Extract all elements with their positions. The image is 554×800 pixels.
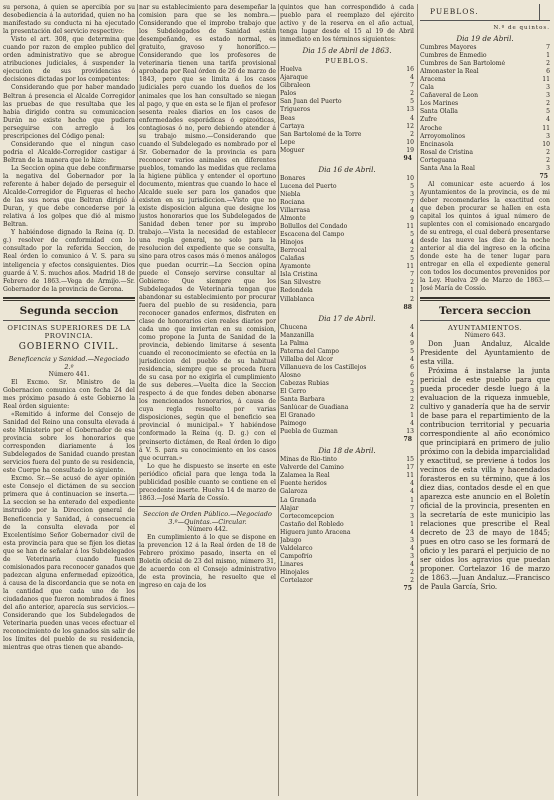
town-name: Isla Cristina xyxy=(280,271,318,279)
day-total: 88 xyxy=(403,303,412,311)
table-row xyxy=(280,287,414,295)
town-name: Arroyomolinos xyxy=(420,132,466,140)
conscript-count: 15 xyxy=(406,456,414,464)
town-name: Redondela xyxy=(280,287,313,295)
item-number: Número 442. xyxy=(187,525,228,533)
town-name: Rosal de Cristina xyxy=(420,148,473,156)
paragraph: En cumplimiento á lo que se dispone en la prevencion 12 á la Real órden de 18 de Febrero próximo pasado, inserta en el Boletín oficial de 23 del mismo, número 31, de acuerdo con el Consejo administrativo de esta provincia, he resuelto que el ingreso en caja de los xyxy=(139,533,276,590)
town-name: Almonaster la Real xyxy=(420,68,479,76)
day-heading: Dia 19 de Abril. xyxy=(456,34,514,44)
paragraph: Lo que he dispuesto se inserte en este periódico oficial para que lenga toda la publicidad posible cuanto se contiene en el precedente inserte. Huelva 14 de marzo de 1863.—José María de Cossío. xyxy=(139,462,276,502)
conscript-count: 10 xyxy=(406,138,414,146)
conscript-count: 2 xyxy=(546,100,550,108)
town-name: Ayamonte xyxy=(280,263,311,271)
conscript-count: 11 xyxy=(406,263,414,271)
table-row xyxy=(280,340,414,348)
conscript-count: 4 xyxy=(410,480,414,488)
table-row xyxy=(280,569,414,577)
paragraph: Considerando que por haber mandado Beltran á presencia el Alcalde Corregidor las pruebas de que resultaba que les habia dirigido contra su comunicacion Durán no existe hecho que pudiera perseguirse con arreglo á los prescripciones del Código penal: xyxy=(3,84,135,140)
conscript-count: 5 xyxy=(410,255,414,263)
town-name: Santa Olalla xyxy=(420,108,458,116)
conscript-count: 1 xyxy=(410,287,414,295)
column-2 xyxy=(139,4,276,798)
day-heading: Dia 16 de Abril. xyxy=(318,164,376,174)
table-row xyxy=(420,44,550,52)
table-row xyxy=(420,60,550,68)
town-name: Higuera junto Aracena xyxy=(280,528,351,536)
table-row xyxy=(280,404,414,412)
day-total: 94 xyxy=(403,154,412,162)
table-row xyxy=(280,420,414,428)
table-row xyxy=(420,165,550,173)
column-1 xyxy=(3,4,135,798)
table-row xyxy=(420,84,550,92)
town-name: Zalamea la Real xyxy=(280,472,330,480)
conscript-count: 3 xyxy=(410,387,414,395)
table-row xyxy=(280,553,414,561)
table-row xyxy=(280,90,414,98)
town-name: Cabezas Rubias xyxy=(280,379,329,387)
table-header-towns: PUEBLOS. xyxy=(430,7,479,16)
town-name: Cumbres Mayores xyxy=(420,44,477,52)
conscript-count: 17 xyxy=(406,464,414,472)
conscript-count: 4 xyxy=(410,488,414,496)
conscript-count: 2 xyxy=(410,295,414,303)
paragraph: Don Juan Andaluz, Alcalde Presidente del Ayuntamiento de esta villa. xyxy=(420,339,550,366)
conscript-count: 2 xyxy=(410,130,414,138)
town-name: Chucena xyxy=(280,323,308,331)
conscript-count: 2 xyxy=(546,156,550,164)
table-row xyxy=(420,141,550,149)
table-row xyxy=(280,215,414,223)
town-name: Valdelarco xyxy=(280,544,313,552)
table-row xyxy=(280,577,414,585)
conscript-count: 9 xyxy=(410,215,414,223)
town-name: San Juan del Puerto xyxy=(280,98,342,106)
town-name: Corteguana xyxy=(420,156,457,164)
conscript-count: 2 xyxy=(410,404,414,412)
table-row xyxy=(280,139,414,147)
paragraph: Considerando que el ningun caso podria el Alcalde-Corregidor castigar á Beltran de la manera que lo hizo: xyxy=(3,140,135,164)
table-row xyxy=(280,74,414,82)
day-heading: Dia 15 de Abril de 1863. xyxy=(302,46,392,56)
conscript-count: 5 xyxy=(410,182,414,190)
table-row xyxy=(280,263,414,271)
town-name: Bonares xyxy=(280,174,306,182)
paragraph: La Seccion opina que debe confirmarse la negativa del Gobernador por la referente á haber dejado de perseguir el Alcalde-Corregidor de Figueras el hecho de las sus noras que Beltran dirigió á Duran, y que debe concederse por la relativa á los golpes que dió al mismo Beltran. xyxy=(3,164,135,229)
table-row xyxy=(280,332,414,340)
town-name: Paimogo xyxy=(280,420,307,428)
table-row xyxy=(280,545,414,553)
paragraph: Al comunicar este acuerdo á los Ayuntamientos de la provincia, es de mi deber recomendarles la exactitud con que deben procurar se hallen en esta capital los quintos á igual número de suplentes con el comisionado encargado de su entrega, el cual deberá presentarse desde las nueve las diez de la noche anterior al dia del ingreso en la oficina donde este ha de tener lugar para entregar en ella el expediente general con todos los documentos prevenidos por la Ley. Huelva 29 de Marzo de 1863.—José María de Cossío. xyxy=(420,180,550,293)
conscript-count: 2 xyxy=(410,396,414,404)
town-name: Jabugo xyxy=(280,536,302,544)
town-name: Rociana xyxy=(280,198,305,206)
conscript-count: 4 xyxy=(410,544,414,552)
table-row xyxy=(280,396,414,404)
day-heading: Dia 17 de Abril. xyxy=(318,313,376,323)
town-name: La Palma xyxy=(280,339,309,347)
table-row xyxy=(280,537,414,545)
conscript-count: 5 xyxy=(410,347,414,355)
column-4 xyxy=(420,4,550,798)
town-name: San Silvestre xyxy=(280,279,321,287)
town-name: Santa Ana la Real xyxy=(420,164,475,172)
town-name: Aroche xyxy=(420,124,442,132)
paragraph: su persona, á quien se apercibía por su desobediencia á la autoridad, quien no ha manifestado su conducta ni ha ejecutado la presentación del servicio respectivo: xyxy=(3,4,135,36)
town-name: Hinojales xyxy=(280,568,310,576)
town-name: Cartaya xyxy=(280,122,305,130)
conscript-count: 4 xyxy=(410,114,414,122)
table-row xyxy=(280,123,414,131)
town-name: Cumbres de Enmedio xyxy=(420,52,487,60)
divider xyxy=(420,297,550,301)
town-name: Manzanilla xyxy=(280,331,315,339)
town-name: Cortelazor xyxy=(280,577,313,584)
table-row xyxy=(280,271,414,279)
town-name: Beas xyxy=(280,114,295,122)
conscript-count: 7 xyxy=(410,82,414,90)
paragraph: «Remitido á informe del Consejo de Sanidad del Reino una consulta elevada á este Ministerio por el Gobernador de esa provincia sobre los honorarios que corresponden diariamente á los Subdelegados de Sanidad cuando prestan servicios fuera del punto de su residencia, este Cuerpo ha consultado lo siguiente. xyxy=(3,410,135,475)
town-name: Sanlúcar de Guadiana xyxy=(280,404,349,412)
conscript-count: 7 xyxy=(546,44,550,52)
table-row xyxy=(280,231,414,239)
town-name: Cala xyxy=(420,84,434,92)
conscript-count: 5 xyxy=(546,108,550,116)
town-name: Escacena del Campo xyxy=(280,231,345,239)
conscript-count: 3 xyxy=(410,552,414,560)
section-heading: Segunda seccion xyxy=(19,304,119,317)
table-row xyxy=(280,472,414,480)
table-row xyxy=(420,133,550,141)
table-row xyxy=(280,464,414,472)
conscript-count: 4 xyxy=(410,206,414,214)
day-total: 78 xyxy=(403,436,412,444)
paragraph: Próxima á instalarse la junta pericial de este pueblo para que pueda proceder desde luego á la evaluacion de la riqueza inmueble, cultivo y ganadería que ha de servir de base para el repartimiento de la contribucion territorial y pecuaria correspondiente al año económico que principiará en primero de julio próximo con la debida imparcialidad y exactitud, se previene á todos los vecinos de esta villa y hacendados forasteros en su término, que á los diez dias, contados desde el en que aparezca este anuncio en el Boletín oficial de la provincia, presenten en la secretaría de este municipio las relaciones que prescribe el Real decreto de 23 de mayo de 1845; pues en otro caso se les formará de oficio y les parará el perjuicio de no ser oidos los agravios que puedan proponer. Cortelazor 16 de marzo de 1863.—Juan Andaluz.—Francisco de Paula García, Srio. xyxy=(420,366,550,591)
table-row xyxy=(420,68,550,76)
conscript-count: 4 xyxy=(410,74,414,82)
town-name: Huelva xyxy=(280,66,302,74)
table-row xyxy=(280,324,414,332)
town-name: Paterna del Campo xyxy=(280,347,339,355)
conscript-count: 13 xyxy=(406,428,414,436)
day-heading: Dia 18 de Abril. xyxy=(318,446,376,456)
conscript-count: 4 xyxy=(546,116,550,124)
table-row xyxy=(420,116,550,124)
conscript-count: 11 xyxy=(406,223,414,231)
town-name: Lucena del Puerto xyxy=(280,182,337,190)
table-row xyxy=(280,147,414,155)
conscript-schedule xyxy=(420,34,550,181)
town-name: San Bartolomé de la Torre xyxy=(280,130,362,138)
conscript-count: 16 xyxy=(406,66,414,74)
conscript-count: 13 xyxy=(406,106,414,114)
town-name: Gibraleon xyxy=(280,82,311,90)
table-row xyxy=(420,157,550,165)
town-name: Trigueros xyxy=(280,106,311,114)
table-row xyxy=(280,115,414,123)
column-rule xyxy=(137,4,138,796)
table-row xyxy=(280,207,414,215)
table-row xyxy=(280,183,414,191)
town-name: Aracena xyxy=(420,76,446,84)
paragraph: quintos que han correspondido á cada pueblo para el reemplazo del ejército activo y de la reserva en el año actual, tenga lugar desde el 15 al 19 de Abril inmediato en los términos siguientes: xyxy=(280,4,414,44)
day-total: 75 xyxy=(539,172,548,180)
table-row xyxy=(280,255,414,263)
conscript-count: 2 xyxy=(410,577,414,584)
table-row xyxy=(420,92,550,100)
table-row xyxy=(280,428,414,436)
table-row xyxy=(280,380,414,388)
table-row xyxy=(280,388,414,396)
table-row xyxy=(280,529,414,537)
conscript-count: 4 xyxy=(410,239,414,247)
table-row xyxy=(280,279,414,287)
town-name: Almonte xyxy=(280,215,306,223)
table-row xyxy=(280,199,414,207)
town-name: El Cerro xyxy=(280,387,307,395)
conscript-count: 2 xyxy=(410,379,414,387)
paragraph: El Excmo. Sr. Ministro de la Gobernacion comunica con fecha 24 del mes próximo pasado á este Gobierno la Real órden siguiente: xyxy=(3,378,135,410)
town-name: Campofrío xyxy=(280,552,313,560)
conscript-count: 10 xyxy=(542,140,550,148)
table-row xyxy=(280,98,414,106)
office-heading: AYUNTAMIENTOS. xyxy=(447,323,523,332)
department-heading: Beneficencia y Sanidad.—Negociado 2.º xyxy=(8,354,130,371)
item-number: Número 441. xyxy=(48,370,90,378)
conscript-count: 7 xyxy=(410,198,414,206)
conscript-count: 11 xyxy=(406,472,414,480)
conscript-count: 3 xyxy=(546,84,550,92)
day-total: 75 xyxy=(403,585,412,593)
conscript-count: 4 xyxy=(410,323,414,331)
conscript-count: 11 xyxy=(542,124,550,132)
conscript-count: 4 xyxy=(410,331,414,339)
conscript-count: 3 xyxy=(410,512,414,520)
paragraph: Y habiéndose dignado la Reina (q. D. g.) resolver de conformidad con lo consultado por la referida Seccion, de Real órden lo comunico á V. S. para su inteligencia y efectos consiguientes. Dios guarde á V. S. muchos años. Madrid 18 de Febrero de 1863.—Vega de Armijo.—Sr. Gobernador de la provincia de Gerona. xyxy=(3,229,135,293)
conscript-count: 6 xyxy=(410,363,414,371)
conscript-count: 1 xyxy=(410,520,414,528)
town-name: Berrocal xyxy=(280,247,307,255)
conscript-count: 9 xyxy=(410,339,414,347)
conscript-count: 2 xyxy=(410,90,414,98)
column-rule xyxy=(417,4,418,796)
town-name: Santa Barbara xyxy=(280,396,325,404)
conscript-count: 6 xyxy=(546,68,550,76)
conscript-schedule xyxy=(280,46,414,593)
town-name: Fuente heridos xyxy=(280,480,327,488)
town-name: Puebla de Guzman xyxy=(280,428,338,436)
table-row xyxy=(280,191,414,199)
table-header-count: N.º de quintos. xyxy=(493,25,550,31)
conscript-count: 2 xyxy=(410,247,414,255)
town-name: Encinasola xyxy=(420,140,454,148)
paragraph: nar su establecimiento para desempeñar la comision para que se les nombra.—Considerando que el improbo trabajo que los Subdelegados de Sanidad están desempeñando, es estado normal, es gratuito, gravoso y honorífico.—Considerando que los profesores de veterinaria tienen una tarifa provisional aprobada por Real órden de 26 de marzo de 1843, pero que se limita á los casos judiciales pero cuando los dueños de los animales que los han consultado se niegan al pago, y que en esta se le fijan el profesor sesenta reales diarios en los casos de enfermedades esporádicas ó epizoóticas, contagiosas ó no, pero debiendo atender á su trabajo mismo.—Considerando que cuando el Subdelegado es nombrado por el Sr. Gobernador de la provincia es para reconocer varios animales en diferentes pueblos, tomando las medidas que reclama la higiene pública y entender el oportuno documento, mientras que cuando lo hace el Alcalde suele ser para los ganados que existen en su jurisdiccion.—Visto que no existe disposicion alguna que designe los justos honorarios que los Subdelegados de Sanidad deben tener por su improbo trabajo.—Vista la necesidad de establecer una regla general, no solo para la resolucion del expediente que se consulta, sino para otros casos más ó menos análogos que puedan ocurrir.—La Seccion opina puede el Consejo servirse consultar al Gobierno: Que siempre que los Subdelegados de Veterinaria tengan que abandonar su establecimiento por procurar fuera del pueblo de su residencia, para reconocer ganados enfermos, disfruten en clase de honorarios cien reales diarios por cada uno que inviertan en su comision, como propone la Junta de Sanidad de la provincia, debiendo limitarse á sesenta cuando el reconocimiento se efectúa en la jurisdiccion del pueblo de su habitual residencia, siempre que se proceda fuera de su casa por no exigirla el cumplimiento de sus deberes.—Vuelta dice la Seccion respecto á de que fondes deben abonarse los mencionados honorarios, á causa de cuya regla resuelto por varias disposiciones, según que el beneficio sea provincial ó municipal.» Y habiéndose conformado la Reina (q. D. g.) con el preinserto dictámen, de Real órden lo digo á V. S. para su conocimiento en los casos que ocurran.» xyxy=(139,4,276,462)
paragraph: Excmo. Sr.—Se acusó de ayer opinión este Consejo el dictámen de su seccion primera que á continuacion se inserta.—La seccion se ha enterado del expediente instruido por la Direccion general de Beneficencia y Sanidad, á consecuencia de la consulta elevada por el Excelentísimo Señor Gobernador civil de esta provincia para que se fijen los dietas que se han de señalar á los Subdelegados de Veterinaria cuando fuesen comisionados para reconocer ganados que padezcan alguna enfermedad epizoótica, á causa de la discordancia que se nota en la cantidad que cada uno de los ciudadanos que fueron nombrados á fines del año anterior, aparecía sus servicios.—Considerando que los Subdelegados de Veterinaria pueden unas veces efectuar el reconocimiento de los ganados sin salir de los límites del pueblo de su residencia, mientras que otras tienen que abando- xyxy=(3,475,135,652)
table-row xyxy=(280,505,414,513)
column-3 xyxy=(280,4,414,798)
conscript-count: 2 xyxy=(410,568,414,576)
table-row xyxy=(280,296,414,304)
table-row xyxy=(280,131,414,139)
table-row xyxy=(280,412,414,420)
column-rule xyxy=(278,4,279,796)
table-row xyxy=(280,364,414,372)
item-number: Número 643. xyxy=(464,331,506,339)
table-row xyxy=(280,356,414,364)
town-name: Villarrasa xyxy=(280,206,310,214)
conscript-count: 4 xyxy=(410,560,414,568)
table-row xyxy=(280,513,414,521)
conscript-count: 5 xyxy=(410,98,414,106)
table-row xyxy=(420,100,550,108)
town-name: Villablanca xyxy=(280,295,315,303)
town-name: Castaño del Robledo xyxy=(280,520,344,528)
conscript-count: 1 xyxy=(546,52,550,60)
table-row xyxy=(280,239,414,247)
town-name: El Granado xyxy=(280,412,315,420)
table-row xyxy=(280,106,414,114)
table-row xyxy=(280,348,414,356)
town-name: Galaroza xyxy=(280,488,308,496)
town-name: Linares xyxy=(280,560,304,568)
table-row xyxy=(280,488,414,496)
government-heading: GOBIERNO CIVIL. xyxy=(18,341,120,352)
town-name: Villalba del Alcor xyxy=(280,355,333,363)
table-row xyxy=(280,82,414,90)
table-row xyxy=(420,125,550,133)
town-name: Moguer xyxy=(280,146,305,154)
town-name: Minas de Rio-tinto xyxy=(280,456,337,464)
conscript-count: 2 xyxy=(546,148,550,156)
table-row xyxy=(280,456,414,464)
town-name: Hinojos xyxy=(280,239,304,247)
town-name: Lepe xyxy=(280,138,296,146)
table-row xyxy=(280,521,414,529)
conscript-count: 1 xyxy=(410,496,414,504)
conscript-count: 11 xyxy=(542,76,550,84)
town-name: Villanueva de los Castillejos xyxy=(280,363,367,371)
conscript-count: 3 xyxy=(410,536,414,544)
conscript-count: 7 xyxy=(410,504,414,512)
divider xyxy=(420,320,550,321)
department-heading: Seccion de Orden Público.—Negociado 3.º—Quintas.—Circular. xyxy=(143,509,272,526)
conscript-count: 3 xyxy=(546,164,550,172)
table-row xyxy=(280,175,414,183)
towns-header: PUEBLOS. xyxy=(325,57,369,66)
conscript-count: 6 xyxy=(410,371,414,379)
table-row xyxy=(420,149,550,157)
conscript-count: 2 xyxy=(546,60,550,68)
town-name: Bollullos del Condado xyxy=(280,223,348,231)
table-row xyxy=(280,372,414,380)
conscript-count: 4 xyxy=(410,355,414,363)
divider xyxy=(3,320,135,321)
divider xyxy=(3,297,135,301)
conscript-count: 3 xyxy=(546,92,550,100)
conscript-count: 7 xyxy=(410,271,414,279)
table-row xyxy=(280,480,414,488)
town-name: Cañaveral de Leon xyxy=(420,92,479,100)
town-name: Niebla xyxy=(280,190,301,198)
conscript-count: 4 xyxy=(410,528,414,536)
paragraph: Visto el art. 308, que determina que cuando por razon de empleo publico del orden administrativo que se abrogue atribuciones judiciales, á suspender la ejecucion de sus providencias ó decisiones dictadas por los competentes: xyxy=(3,36,135,84)
conscript-count: 5 xyxy=(410,231,414,239)
section-heading: Tercera seccion xyxy=(439,304,531,317)
town-name: La Granada xyxy=(280,496,317,504)
town-name: Alosno xyxy=(280,371,301,379)
conscript-count: 19 xyxy=(406,146,414,154)
town-name: Valverde del Camino xyxy=(280,464,344,472)
town-name: Cumbres de San Bartolomé xyxy=(420,60,506,68)
table-row xyxy=(280,66,414,74)
table-row xyxy=(280,497,414,505)
divider xyxy=(139,506,276,507)
table-row xyxy=(420,76,550,84)
town-name: Los Marines xyxy=(420,100,459,108)
table-row xyxy=(280,561,414,569)
conscript-count: 4 xyxy=(410,420,414,428)
conscript-count: 12 xyxy=(406,122,414,130)
table-row xyxy=(420,108,550,116)
table-header-box xyxy=(420,4,550,22)
town-name: Ajaraque xyxy=(280,74,308,82)
town-name: Zufre xyxy=(420,116,437,124)
town-name: Palos xyxy=(280,90,297,98)
town-name: Cortecomcepcion xyxy=(280,512,335,520)
conscript-count: 2 xyxy=(410,279,414,287)
table-row xyxy=(420,52,550,60)
town-name: Alajar xyxy=(280,504,299,512)
town-name: Calañas xyxy=(280,255,305,263)
conscript-count: 3 xyxy=(546,132,550,140)
office-heading: OFICINAS SUPERIORES DE LA PROVINCIA. xyxy=(7,323,131,340)
conscript-count: 3 xyxy=(410,190,414,198)
conscript-count: 1 xyxy=(410,412,414,420)
table-row xyxy=(280,223,414,231)
conscript-count: 10 xyxy=(406,174,414,182)
table-row xyxy=(280,247,414,255)
